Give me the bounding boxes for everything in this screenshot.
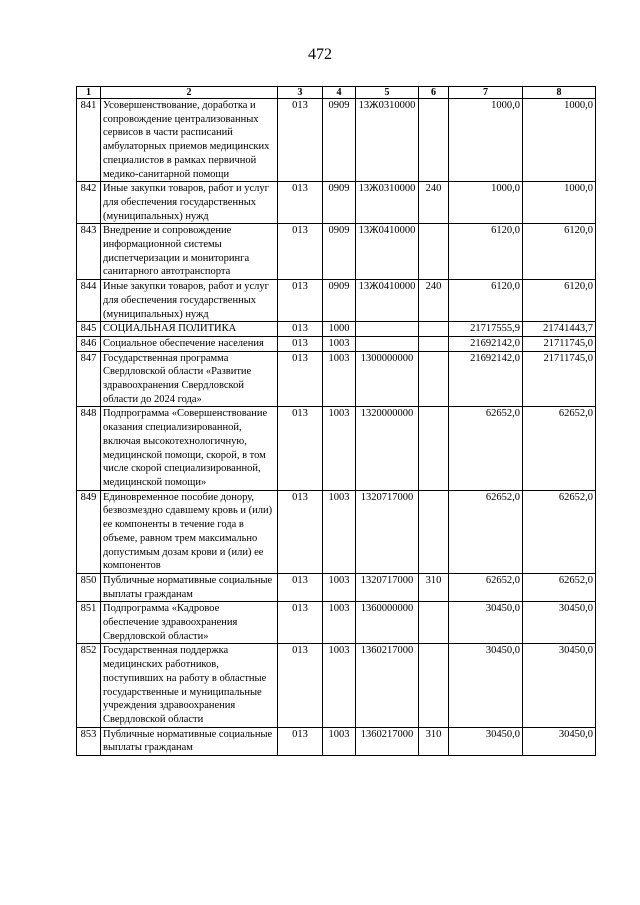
row-code-section: 1003 xyxy=(323,573,356,601)
row-number: 843 xyxy=(77,224,101,280)
row-code-type xyxy=(419,322,449,337)
row-name: Государственная программа Свердловской области «Развитие здравоохранения Свердловской области до 2024 года» xyxy=(101,351,278,407)
row-amount-year-1: 1000,0 xyxy=(449,99,523,182)
table-row xyxy=(77,727,596,755)
row-name: Иные закупки товаров, работ и услуг для обеспечения государственных (муниципальных) нужд xyxy=(101,280,278,322)
row-code-ministry: 013 xyxy=(278,224,323,280)
row-code-type xyxy=(419,490,449,573)
row-code-target: 13Ж0310000 xyxy=(356,99,419,182)
page-number: 472 xyxy=(308,46,332,63)
row-code-ministry: 013 xyxy=(278,351,323,407)
header-col-3: 3 xyxy=(278,87,323,99)
row-code-ministry: 013 xyxy=(278,336,323,351)
row-name: Публичные нормативные социальные выплаты гражданам xyxy=(101,727,278,755)
row-code-section: 1003 xyxy=(323,644,356,727)
budget-table xyxy=(76,86,596,756)
row-amount-year-1: 6120,0 xyxy=(449,224,523,280)
row-amount-year-2: 21711745,0 xyxy=(523,336,596,351)
row-code-target: 1360217000 xyxy=(356,727,419,755)
row-code-type: 240 xyxy=(419,182,449,224)
row-amount-year-1: 30450,0 xyxy=(449,644,523,727)
row-code-type: 310 xyxy=(419,573,449,601)
row-amount-year-1: 62652,0 xyxy=(449,573,523,601)
row-amount-year-2: 1000,0 xyxy=(523,182,596,224)
row-code-type xyxy=(419,224,449,280)
row-amount-year-2: 62652,0 xyxy=(523,407,596,490)
row-number: 844 xyxy=(77,280,101,322)
row-code-ministry: 013 xyxy=(278,644,323,727)
row-number: 847 xyxy=(77,351,101,407)
row-code-section: 1003 xyxy=(323,727,356,755)
row-amount-year-1: 30450,0 xyxy=(449,602,523,644)
row-code-target: 13Ж0410000 xyxy=(356,280,419,322)
row-number: 850 xyxy=(77,573,101,601)
row-amount-year-1: 62652,0 xyxy=(449,407,523,490)
table-row xyxy=(77,351,596,407)
header-col-7: 7 xyxy=(449,87,523,99)
table-row xyxy=(77,224,596,280)
row-amount-year-2: 21711745,0 xyxy=(523,351,596,407)
row-code-ministry: 013 xyxy=(278,727,323,755)
row-code-section: 1003 xyxy=(323,602,356,644)
row-code-target: 1320717000 xyxy=(356,573,419,601)
table-row xyxy=(77,407,596,490)
row-code-target: 1320000000 xyxy=(356,407,419,490)
row-code-target: 1360217000 xyxy=(356,644,419,727)
row-code-section: 1003 xyxy=(323,490,356,573)
table-row xyxy=(77,280,596,322)
row-code-type xyxy=(419,99,449,182)
row-code-target: 1360000000 xyxy=(356,602,419,644)
row-code-section: 0909 xyxy=(323,99,356,182)
table-row xyxy=(77,644,596,727)
header-col-2: 2 xyxy=(101,87,278,99)
row-amount-year-1: 6120,0 xyxy=(449,280,523,322)
table-row xyxy=(77,573,596,601)
row-name: СОЦИАЛЬНАЯ ПОЛИТИКА xyxy=(101,322,278,337)
row-code-ministry: 013 xyxy=(278,99,323,182)
row-code-type: 240 xyxy=(419,280,449,322)
table-row xyxy=(77,182,596,224)
row-code-type xyxy=(419,336,449,351)
row-code-section: 0909 xyxy=(323,224,356,280)
row-code-ministry: 013 xyxy=(278,602,323,644)
table-row xyxy=(77,322,596,337)
row-code-ministry: 013 xyxy=(278,280,323,322)
row-amount-year-1: 62652,0 xyxy=(449,490,523,573)
row-number: 852 xyxy=(77,644,101,727)
row-name: Подпрограмма «Кадровое обеспечение здравоохранения Свердловской области» xyxy=(101,602,278,644)
header-col-6: 6 xyxy=(419,87,449,99)
row-code-ministry: 013 xyxy=(278,322,323,337)
row-code-type xyxy=(419,351,449,407)
table-body xyxy=(77,99,596,756)
row-name: Государственная поддержка медицинских работников, поступивших на работу в областные государственные и муниципальные учреждения здравоохранения Свердловской области xyxy=(101,644,278,727)
header-col-5: 5 xyxy=(356,87,419,99)
row-amount-year-2: 1000,0 xyxy=(523,99,596,182)
row-number: 849 xyxy=(77,490,101,573)
row-amount-year-2: 62652,0 xyxy=(523,490,596,573)
table-row xyxy=(77,490,596,573)
row-code-section: 0909 xyxy=(323,280,356,322)
row-amount-year-2: 30450,0 xyxy=(523,602,596,644)
row-code-section: 1003 xyxy=(323,336,356,351)
row-code-target xyxy=(356,322,419,337)
row-number: 851 xyxy=(77,602,101,644)
row-code-ministry: 013 xyxy=(278,182,323,224)
row-code-section: 1003 xyxy=(323,351,356,407)
row-amount-year-1: 21717555,9 xyxy=(449,322,523,337)
row-code-section: 0909 xyxy=(323,182,356,224)
header-col-1: 1 xyxy=(77,87,101,99)
row-code-ministry: 013 xyxy=(278,573,323,601)
row-code-target: 13Ж0310000 xyxy=(356,182,419,224)
row-name: Единовременное пособие донору, безвозмездно сдавшему кровь и (или) ее компоненты в течение года в объеме, равном трем максимально допустимым дозам крови и (или) ее компонентов xyxy=(101,490,278,573)
row-name: Усовершенствование, доработка и сопровождение централизованных сервисов в части расписаний амбулаторных приемов медицинских специалистов в рамках первичной медико-санитарной помощи xyxy=(101,99,278,182)
row-code-ministry: 013 xyxy=(278,490,323,573)
row-code-type xyxy=(419,644,449,727)
row-amount-year-1: 30450,0 xyxy=(449,727,523,755)
row-code-type xyxy=(419,407,449,490)
table-row xyxy=(77,602,596,644)
header-col-4: 4 xyxy=(323,87,356,99)
row-amount-year-2: 21741443,7 xyxy=(523,322,596,337)
row-name: Публичные нормативные социальные выплаты гражданам xyxy=(101,573,278,601)
row-amount-year-2: 30450,0 xyxy=(523,727,596,755)
row-amount-year-2: 6120,0 xyxy=(523,224,596,280)
row-code-target: 13Ж0410000 xyxy=(356,224,419,280)
row-name: Подпрограмма «Совершенствование оказания специализированной, включая высокотехнологичную, медицинской помощи, скорой, в том числе скорой специализированной, медицинской помощи» xyxy=(101,407,278,490)
row-number: 846 xyxy=(77,336,101,351)
row-name: Социальное обеспечение населения xyxy=(101,336,278,351)
row-code-ministry: 013 xyxy=(278,407,323,490)
header-row xyxy=(77,87,596,99)
row-code-type: 310 xyxy=(419,727,449,755)
row-amount-year-2: 30450,0 xyxy=(523,644,596,727)
table-row xyxy=(77,99,596,182)
row-amount-year-2: 62652,0 xyxy=(523,573,596,601)
row-code-section: 1003 xyxy=(323,407,356,490)
row-number: 845 xyxy=(77,322,101,337)
row-code-section: 1000 xyxy=(323,322,356,337)
row-name: Внедрение и сопровождение информационной системы диспетчеризации и мониторинга санитарного автотранспорта xyxy=(101,224,278,280)
row-number: 841 xyxy=(77,99,101,182)
row-amount-year-1: 1000,0 xyxy=(449,182,523,224)
row-code-type xyxy=(419,602,449,644)
row-code-target xyxy=(356,336,419,351)
row-amount-year-1: 21692142,0 xyxy=(449,336,523,351)
row-amount-year-2: 6120,0 xyxy=(523,280,596,322)
row-code-target: 1320717000 xyxy=(356,490,419,573)
row-number: 848 xyxy=(77,407,101,490)
row-amount-year-1: 21692142,0 xyxy=(449,351,523,407)
row-number: 842 xyxy=(77,182,101,224)
row-name: Иные закупки товаров, работ и услуг для обеспечения государственных (муниципальных) нужд xyxy=(101,182,278,224)
row-code-target: 1300000000 xyxy=(356,351,419,407)
table-row xyxy=(77,336,596,351)
header-col-8: 8 xyxy=(523,87,596,99)
row-number: 853 xyxy=(77,727,101,755)
